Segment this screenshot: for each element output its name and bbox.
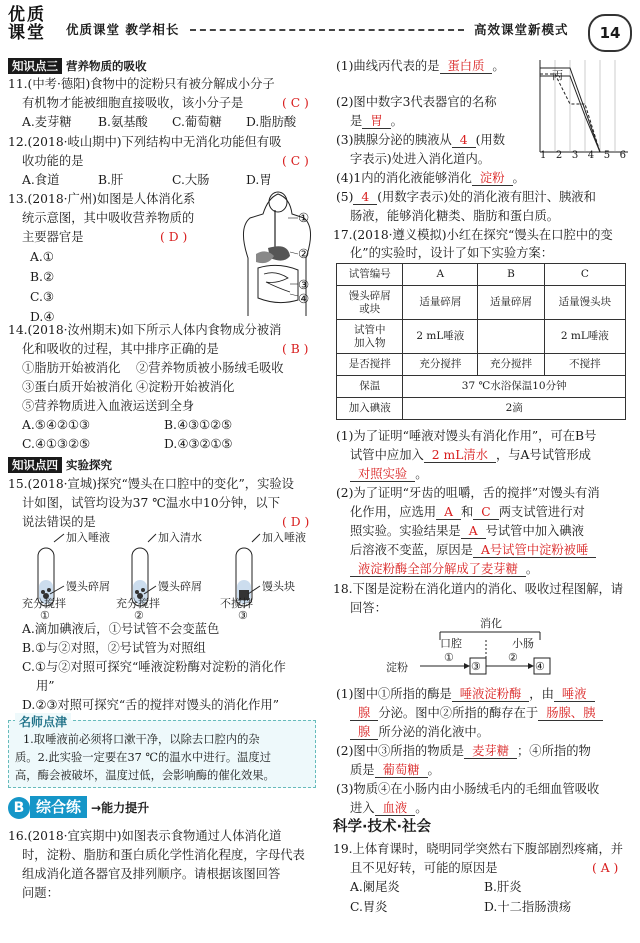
- fig-label-4: ④: [298, 292, 310, 306]
- q13-option-c: C.③: [30, 290, 54, 304]
- tube3-side-label: 馒头块: [262, 580, 295, 593]
- q13-option-d: D.④: [30, 310, 55, 324]
- tube1-number: ①: [40, 609, 50, 622]
- fig-starch-label: 淀粉: [386, 661, 408, 674]
- knowledge-point-4: [8, 456, 112, 475]
- logo-bottom: 课堂: [8, 23, 46, 43]
- tip-line-3: 高，酶会被破坏，温度过低，会影响酶的催化效果。: [15, 769, 275, 782]
- q14-option-d: D.④③②①⑤: [164, 437, 233, 451]
- header-dashed-rule: [190, 29, 464, 31]
- q19-answer: ( A ): [592, 861, 619, 875]
- q18-part3-cont: 进入 血液 。: [350, 801, 428, 815]
- q14-step-3: ③蛋白质开始被消化: [22, 380, 133, 394]
- experiment-table: 试管编号 A B C 馒头碎屑 或块 适量碎屑 适量碎屑 适量馒头块 试管中 加入物 2 mL唾液 2 mL唾液 是否搅拌 充分搅拌 充分搅拌 不搅拌 保温 37 ℃水浴保温10分钟 加入碘液 2滴: [336, 263, 626, 420]
- q12-answer: ( C ): [282, 154, 309, 168]
- q14-answer: ( B ): [282, 342, 309, 356]
- q17-part2-cont3: 后溶液不变蓝，原因是 A号试管中淀粉被唾: [350, 541, 596, 560]
- q18-part1-cont: 腺 分泌。图中②所指的酶存在于 肠腺、胰: [350, 704, 603, 723]
- q15-option-a: A.滴加碘液后，①号试管不会变蓝色: [22, 622, 220, 636]
- q19-option-d: D.十二指肠溃疡: [484, 900, 572, 914]
- fig-label-3: ③: [298, 278, 310, 292]
- q17-line1: 17.(2018·遵义模拟)小红在探究“馒头在口腔中的变: [333, 228, 613, 242]
- fig-marker-3: ③: [471, 660, 481, 673]
- q11-answer: ( C ): [282, 96, 309, 110]
- tube2-side-label: 馒头碎屑: [158, 580, 202, 593]
- tip-line-1: 1.取唾液前必须将口漱干净，以除去口腔内的杂: [23, 733, 260, 746]
- q14-step-4: ④淀粉开始被消化: [136, 380, 235, 394]
- teacher-tip-box: [8, 715, 316, 788]
- q19-line1: 19.上体育课时，晓明同学突然右下腹部剧烈疼痛，并: [333, 842, 624, 856]
- section-subtitle: →能力提升: [91, 801, 150, 815]
- kp-tag: 知识点四: [8, 457, 62, 473]
- q17-part2: (2)为了证明“牙齿的咀嚼，舌的搅拌”对馒头有消: [336, 486, 600, 500]
- q12-line1: 12.(2018·岐山期中)下列结构中无消化功能但有吸: [8, 135, 282, 149]
- q17-part2-cont: 化作用，应选用 A 和 C 两支试管进行对: [350, 505, 585, 519]
- knowledge-point-3: [8, 57, 147, 76]
- q14-option-c: C.④①③②⑤: [22, 437, 90, 451]
- section-badge: B: [8, 797, 30, 819]
- tube3-top-label: 加入唾液: [262, 531, 306, 544]
- q12-option-b: B.肝: [98, 173, 124, 187]
- q14-option-a: A.⑤④②①③: [22, 418, 90, 432]
- q14-step-1: ①脂肪开始被消化: [22, 361, 121, 375]
- tube2-bottom-label: 充分搅拌: [116, 597, 160, 610]
- q18-part1: (1)图中①所指的酶是 唾液淀粉酶 ，由 唾液: [336, 685, 595, 704]
- q14-option-b: B.④③①②⑤: [164, 418, 233, 432]
- q13-option-b: B.②: [30, 270, 54, 284]
- q18-line2: 回答：: [350, 601, 387, 615]
- q13-line1: 13.(2018·广州)如图是人体消化系: [8, 192, 196, 206]
- section-title: 综合练: [30, 796, 87, 818]
- q16-part2: (2)图中数字3代表器官的名称: [336, 95, 497, 109]
- q12-option-c: C.大肠: [172, 173, 210, 187]
- q15-option-b: B.①与②对照，②号试管为对照组: [22, 641, 206, 655]
- q17-line2: 化”的实验时，设计了如下实验方案：: [350, 246, 554, 260]
- q13-answer: ( D ): [160, 230, 188, 244]
- q11-option-a: A.麦芽糖: [22, 115, 72, 129]
- q13-line3: 主要器官是: [22, 230, 84, 244]
- q16-line3: 组成消化道各器官及排列顺序。请根据该图回答: [22, 867, 281, 881]
- q16-line4: 问题：: [22, 886, 59, 900]
- q12-option-a: A.食道: [22, 173, 60, 187]
- q14-step-2: ②营养物质被小肠绒毛吸收: [136, 361, 284, 375]
- q19-option-a: A.阑尾炎: [350, 880, 400, 894]
- tip-line-2: 质。2.此实验一定要在37 ℃的温水中进行。温度过: [15, 751, 272, 764]
- science-tech-society-heading: 科学·技术·社会: [333, 819, 432, 835]
- q15-line1: 15.(2018·宣城)探究“馒头在口腔中的变化”，实验设: [8, 477, 294, 491]
- q16-part5-cont: 肠液，能够消化糖类、脂肪和蛋白质。: [350, 209, 560, 223]
- q15-answer: ( D ): [282, 515, 310, 529]
- q18-line1: 18.下图是淀粉在消化道内的消化、吸收过程图解，请: [333, 582, 624, 596]
- q17-part2-cont2: 照实验。实验结果是 A 号试管中加入碘液: [350, 524, 584, 538]
- q15-line2: 计如图，试管均设为37 ℃温水中10分钟，以下: [22, 496, 281, 510]
- digestion-curve-figure: [532, 56, 632, 164]
- q11-line2: 有机物才能被细胞直接吸收，该小分子是: [22, 96, 244, 110]
- graph-x-ticks: 1 2 3 4 5 6: [540, 150, 626, 161]
- q17-part2-cont4: 液淀粉酶全部分解成了麦芽糖 。: [350, 560, 538, 579]
- fig-marker-1: ①: [444, 651, 454, 664]
- tube3-bottom-label: 不搅拌: [220, 597, 253, 610]
- q17-part1-cont: 试管中应加入 2 mL清水 ，与A号试管形成: [350, 448, 591, 462]
- logo: [8, 6, 52, 48]
- q11-option-c: C.葡萄糖: [172, 115, 222, 129]
- q11-option-d: D.脂肪酸: [246, 115, 297, 129]
- fig-marker-4: ④: [535, 660, 545, 673]
- header-slogan-right: 高效课堂新模式: [474, 22, 569, 37]
- q17-part1: (1)为了证明“唾液对馒头有消化作用”，可在B号: [336, 429, 597, 443]
- q15-line3: 说法错误的是: [22, 515, 96, 529]
- tube1-top-label: 加入唾液: [66, 531, 110, 544]
- q11-line1: 11.(中考·德阳)食物中的淀粉只有被分解成小分子: [8, 77, 275, 91]
- fig-digestion-label: 消化: [480, 617, 502, 630]
- tip-title: 名师点津: [15, 713, 71, 731]
- kp-title: 营养物质的吸收: [66, 59, 147, 73]
- q15-option-d: D.②③对照可探究“舌的搅拌对馒头的消化作用”: [22, 698, 279, 712]
- q11-option-b: B.氨基酸: [98, 115, 148, 129]
- q16-part4: (4)1内的消化液能够消化 淀粉 。: [336, 171, 525, 185]
- q12-option-d: D.胃: [246, 173, 272, 187]
- tube3-number: ③: [238, 609, 248, 622]
- q16-part2-cont: 是 胃 。: [350, 114, 403, 128]
- q16-line1: 16.(2018·宜宾期中)如图表示食物通过人体消化道: [8, 829, 282, 843]
- page-header: [0, 0, 640, 52]
- q18-part2-cont: 质是 葡萄糖 。: [350, 763, 440, 777]
- q13-line2: 统示意图，其中吸收营养物质的: [22, 211, 195, 225]
- q19-option-c: C.胃炎: [350, 900, 388, 914]
- fig-intestine-label: 小肠: [512, 637, 534, 650]
- tube2-top-label: 加入清水: [158, 531, 202, 544]
- q16-part3-cont: 字表示)处进入消化道内。: [350, 152, 491, 166]
- logo-top: 优质: [8, 5, 46, 25]
- header-slogan-left: 优质课堂 教学相长: [66, 22, 180, 37]
- tube2-number: ②: [134, 609, 144, 622]
- q16-line2: 时，淀粉、脂肪和蛋白质化学性消化程度，字母代表: [22, 848, 305, 862]
- tube1-side-label: 馒头碎屑: [66, 580, 110, 593]
- q16-part3: (3)胰腺分泌的胰液从 4 (用数: [336, 133, 506, 147]
- q16-part5: (5) 4 (用数字表示)处的消化液有胆汁、胰液和: [336, 190, 596, 204]
- q14-line2: 化和吸收的过程，其中排序正确的是: [22, 342, 219, 356]
- q14-line1: 14.(2018·汝州期末)如下所示人体内食物成分被消: [8, 323, 282, 337]
- q14-step-5: ⑤营养物质进入血液运送到全身: [22, 399, 195, 413]
- kp-tag: 知识点三: [8, 58, 62, 74]
- q18-part3: (3)物质④在小肠内由小肠绒毛内的毛细血管吸收: [336, 782, 600, 796]
- curve-label: 丙: [552, 69, 563, 82]
- fig-label-1: ①: [298, 211, 310, 225]
- tube1-bottom-label: 充分搅拌: [22, 597, 66, 610]
- q19-option-b: B.肝炎: [484, 880, 522, 894]
- kp-title: 实验探究: [66, 458, 112, 472]
- fig-label-2: ②: [298, 247, 310, 261]
- fig-mouth-label: 口腔: [440, 637, 462, 650]
- fig-marker-2: ②: [508, 651, 518, 664]
- section-b-heading: [8, 796, 149, 820]
- q12-line2: 收功能的是: [22, 154, 84, 168]
- page-number: 14: [588, 14, 632, 52]
- q18-part1-cont2: 腺 所分泌的消化液中。: [350, 723, 489, 742]
- q13-option-a: A.①: [30, 250, 54, 264]
- q16-part1: (1)曲线丙代表的是 蛋白质 。: [336, 59, 505, 73]
- q15-option-c: C.①与②对照可探究“唾液淀粉酶对淀粉的消化作: [22, 660, 286, 674]
- q15-option-c-cont: 用”: [36, 679, 55, 693]
- q18-part2: (2)图中③所指的物质是 麦芽糖 ；④所指的物: [336, 744, 591, 758]
- q17-part1-cont2: 对照实验 。: [350, 465, 428, 484]
- q19-line2: 且不见好转，可能的原因是: [350, 861, 498, 875]
